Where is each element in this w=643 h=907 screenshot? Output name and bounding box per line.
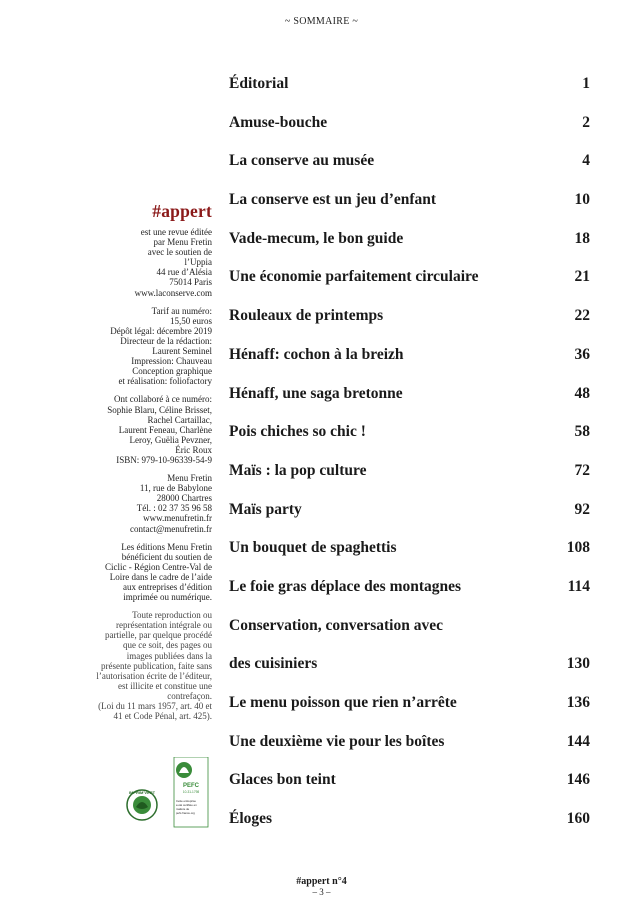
colophon-line: Tél. : 02 37 35 96 58 (136, 503, 212, 514)
toc-entry[interactable] (229, 529, 590, 568)
toc-page-number: 72 (574, 461, 590, 479)
toc-entry[interactable] (229, 452, 590, 491)
brand-title: #appert (152, 201, 212, 221)
toc-title: Amuse-bouche (229, 113, 328, 131)
toc-title: Rouleaux de printemps (229, 307, 384, 325)
pefc-note-3: matière de (176, 807, 190, 811)
colophon-line: est illicite et constitue une (118, 680, 212, 691)
toc-entry[interactable] (229, 104, 590, 143)
toc-page-number: 21 (574, 268, 590, 286)
colophon-line: Rachel Cartaillac, (147, 414, 212, 425)
toc-page-number: 10 (574, 191, 590, 209)
colophon-line: images publiées dans la (126, 650, 212, 661)
colophon-line: représentation intégrale ou (116, 620, 212, 631)
colophon-line: 75014 Paris (169, 277, 212, 288)
toc-entry[interactable] (229, 800, 590, 839)
toc-title: Glaces bon teint (229, 771, 336, 789)
colophon-line: Dépôt légal: décembre 2019 (110, 325, 212, 336)
address-block (60, 473, 212, 534)
toc-title: Conservation, conversation avec (229, 616, 443, 634)
toc-title: Maïs : la pop culture (229, 461, 367, 479)
toc-title: Maïs party (229, 500, 302, 518)
colophon-line: contact@menufretin.fr (129, 523, 212, 534)
colophon-line: ISBN: 979-10-96339-54-9 (116, 454, 212, 465)
colophon-line: Laurent Feneau, Charlène (118, 424, 212, 435)
toc-page-number: 48 (574, 384, 590, 402)
contributors-block (60, 394, 212, 465)
toc-page-number: 1 (582, 75, 590, 92)
pefc-code: 10-31-1798 (182, 790, 200, 794)
colophon-line: contrefaçon. (167, 690, 212, 701)
toc-page-number: 22 (574, 307, 590, 325)
toc-page-number: 4 (582, 152, 590, 170)
toc-entry[interactable] (229, 336, 590, 375)
colophon-line: Laurent Seminel (152, 346, 212, 357)
table-of-contents (229, 65, 590, 839)
colophon-line: Toute reproduction ou (132, 610, 212, 621)
toc-entry[interactable] (229, 645, 590, 684)
toc-page-number: 2 (582, 113, 590, 131)
toc-entry[interactable] (229, 761, 590, 800)
toc-title: Une économie parfaitement circulaire (229, 268, 479, 286)
toc-entry[interactable] (229, 723, 590, 762)
toc-entry[interactable] (229, 607, 590, 646)
colophon-line: 28000 Chartres (156, 493, 212, 504)
colophon-line: et réalisation: foliofactory (118, 376, 212, 387)
toc-title: Un bouquet de spaghettis (229, 539, 397, 557)
toc-entry[interactable] (229, 258, 590, 297)
colophon-line: www.menufretin.fr (143, 513, 212, 524)
imprim-vert-logo (127, 790, 157, 820)
toc-page-number: 136 (566, 694, 590, 711)
toc-title: Le foie gras déplace des montagnes (229, 577, 462, 595)
toc-title: Éloges (229, 810, 273, 828)
colophon-line: Loire dans le cadre de l’aide (109, 571, 212, 582)
colophon-line: Ciclic - Région Centre-Val de (105, 561, 212, 572)
colophon-line: 41 et Code Pénal, art. 425). (113, 711, 212, 722)
colophon-line: Menu Fretin (167, 473, 212, 484)
toc-entry[interactable] (229, 142, 590, 181)
toc-page-number: 144 (566, 732, 590, 750)
colophon-line: Sophie Blaru, Céline Brisset, (107, 404, 212, 415)
toc-entry[interactable] (229, 220, 590, 259)
toc-title: Pois chiches so chic ! (229, 423, 366, 441)
toc-title: La conserve au musée (229, 152, 375, 170)
toc-entry[interactable] (229, 491, 590, 530)
colophon-line: par Menu Fretin (153, 237, 212, 248)
toc-page-number: 160 (566, 810, 590, 828)
toc-title: La conserve est un jeu d’enfant (229, 191, 437, 209)
toc-page-number: 114 (567, 577, 590, 595)
toc-entry[interactable] (229, 65, 590, 104)
toc-title: des cuisiniers (229, 655, 318, 673)
pefc-note-2: a été certifiée en (176, 803, 197, 807)
colophon-line: avec le soutien de (147, 247, 212, 258)
toc-entry[interactable] (229, 684, 590, 723)
toc-page-number: 58 (574, 423, 590, 441)
imprim-vert-label: IMPRIM’VERT (128, 790, 156, 795)
toc-entry[interactable] (229, 181, 590, 220)
colophon-line: Ont collaboré à ce numéro: (114, 394, 212, 405)
colophon-line: Leroy, Guëlia Pevzner, (129, 434, 212, 445)
toc-page-number: 92 (574, 500, 590, 518)
colophon-line: Directeur de la rédaction: (120, 335, 212, 346)
colophon-line: Éric Roux (175, 444, 212, 455)
toc-title: Hénaff, une saga bretonne (229, 384, 403, 402)
toc-title: Vade-mecum, le bon guide (229, 229, 404, 247)
support-block (60, 542, 212, 603)
colophon (60, 200, 212, 729)
toc-page-number: 130 (566, 655, 590, 673)
toc-page-number: 108 (566, 539, 590, 557)
pefc-label: PEFC (182, 783, 200, 789)
toc-page-number: 18 (574, 229, 590, 247)
credits-block (60, 306, 212, 387)
issue-label: #appert n°4 (296, 876, 347, 887)
colophon-line: présente publication, faite sans (101, 660, 212, 671)
colophon-line: 11, rue de Babylone (139, 483, 212, 494)
pefc-logo (174, 757, 208, 827)
toc-entry[interactable] (229, 375, 590, 414)
colophon-line: l’autorisation écrite de l’éditeur, (96, 670, 212, 681)
colophon-line: aux entreprises d’édition (123, 582, 212, 592)
toc-title: Éditorial (229, 75, 289, 92)
toc-entry[interactable] (229, 568, 590, 607)
page-header: ~ SOMMAIRE ~ (284, 16, 359, 27)
toc-title: Hénaff: cochon à la breizh (229, 345, 404, 363)
colophon-line: Tarif au numéro: (151, 305, 212, 316)
colophon-line: www.laconserve.com (134, 287, 212, 298)
colophon-line: imprimée ou numérique. (123, 592, 212, 603)
colophon-line: Conception graphique (132, 366, 212, 377)
certification-logos (124, 757, 214, 829)
colophon-line: 44 rue d’Alésia (156, 267, 212, 278)
page-number: – 3 – (312, 887, 331, 897)
toc-entry[interactable] (229, 297, 590, 336)
publisher-block (60, 227, 212, 298)
colophon-line: Impression: Chauveau (131, 356, 212, 367)
toc-title: Une deuxième vie pour les boîtes (229, 732, 445, 750)
toc-title: Le menu poisson que rien n’arrête (229, 694, 457, 711)
colophon-line: (Loi du 11 mars 1957, art. 40 et (98, 701, 212, 712)
colophon-line: partielle, par quelque procédé (105, 630, 212, 641)
toc-page-number: 36 (574, 345, 590, 363)
colophon-line: est une revue éditée (140, 227, 212, 237)
colophon-line: bénéficient du soutien de (121, 551, 212, 562)
toc-entry[interactable] (229, 413, 590, 452)
pefc-note-1: Cette entreprise (176, 799, 196, 803)
colophon-line: Les éditions Menu Fretin (121, 541, 212, 552)
colophon-line: l’Uppia (184, 257, 212, 268)
page-footer (0, 876, 643, 898)
pefc-note-4: pefc-france.org (176, 811, 195, 815)
colophon-line: 15,50 euros (170, 315, 212, 326)
toc-page-number: 146 (566, 771, 590, 789)
legal-notice (60, 610, 212, 721)
colophon-line: que ce soit, des pages ou (123, 640, 212, 651)
